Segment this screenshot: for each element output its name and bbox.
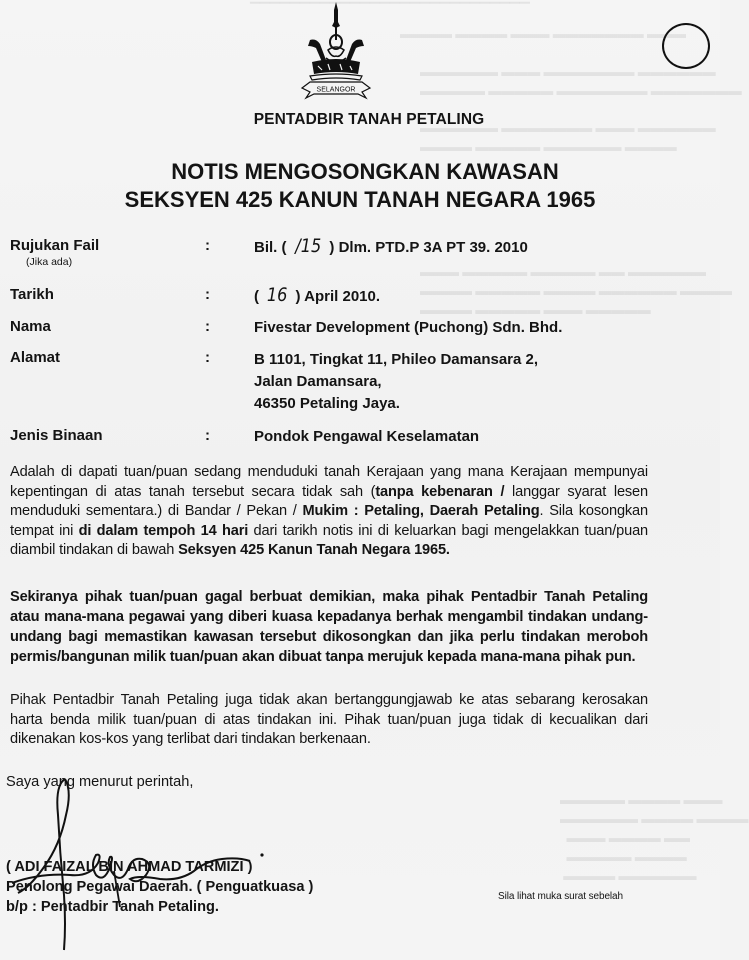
field-value	[254, 349, 538, 415]
notice-paragraph-1	[10, 463, 648, 561]
notice-subtitle: SEKSYEN 425 KANUN TANAH NEGARA 1965	[124, 187, 596, 212]
selangor-crest-icon	[296, 0, 376, 102]
field-label: Alamat	[10, 349, 61, 366]
bleed-through-texture: ▬▬▬ ▬▬▬▬▬ ▬▬▬▬▬ ▬▬ ▬▬▬▬▬▬ ▬▬▬▬ ▬▬▬▬▬ ▬▬▬▬ ▬▬▬▬▬▬ ▬▬▬▬ ▬▬▬▬ ▬▬▬▬▬ ▬▬▬ ▬▬▬▬▬	[420, 264, 732, 317]
notice-paragraph-2: Sekiranya pihak tuan/puan gagal berbuat demikian, maka pihak Pentadbir Tanah Petaling atau mana-mana pegawai yang diberi kuasa kepadanya berhak mengambil tindakan undang-undang bagi memastikan kawasan tersebut dikosongkan dan jika perlu tindakan meroboh permis/bangunan milik tuan/puan akan dibuat tanpa merujuk kepada mana-mana pihak pun.	[10, 589, 648, 665]
para-text: Adalah di dapati tuan/puan sedang menduduki tanah Kerajaan yang mana Kerajaan mempunyai kepentingan di atas tanah tersebut secara tidak sah (	[10, 464, 648, 500]
field-label: Nama	[10, 318, 51, 335]
date-suffix: ) April 2010.	[295, 288, 381, 305]
date-prefix: (	[254, 288, 259, 305]
para-bold-text: Seksyen 425 Kanun Tanah Negara 1965.	[178, 542, 450, 558]
field-value: Fivestar Development (Puchong) Sdn. Bhd.	[254, 319, 563, 336]
signatory-title: Penolong Pegawai Daerah. ( Penguatkuasa )	[6, 879, 314, 895]
para-text: . Sila kosongkan tempat ini	[10, 503, 648, 539]
field-label: Jenis Binaan	[10, 427, 103, 444]
field-colon: :	[205, 349, 210, 366]
signatory-on-behalf: b/p : Pentadbir Tanah Petaling.	[6, 899, 219, 915]
signatory-name: ( ADI FAIZAL BIN AHMAD TARMIZI )	[6, 859, 253, 875]
bleed-through-texture: ▬▬▬▬▬▬ ▬▬▬ ▬▬▬▬▬▬▬ ▬▬▬▬▬▬ ▬▬▬▬▬ ▬▬▬▬▬ ▬▬▬▬▬▬▬ ▬▬▬▬▬▬▬	[420, 64, 742, 98]
corner-circle-mark	[662, 23, 710, 69]
bleed-through-texture: ▬▬▬▬▬▬ ▬▬▬▬▬▬▬ ▬▬▬ ▬▬▬▬▬▬ ▬▬▬▬ ▬▬▬▬▬ ▬▬▬▬▬▬ ▬▬▬▬	[420, 120, 716, 154]
para-bold-text: Mukim : Petaling, Daerah Petaling	[302, 503, 540, 519]
field-colon: :	[205, 286, 210, 303]
reference-suffix: ) Dlm. PTD.P 3A PT 39. 2010	[329, 239, 528, 256]
notice-paragraph-3: Pihak Pentadbir Tanah Petaling juga tidak akan bertanggungjawab ke atas sebarang kerosakan harta benda milik tuan/puan di atas tindakan ini. Pihak tuan/puan juga tidak di kecualikan dari dikenakan kos-kos yang terlibat dari tindakan berkenaan.	[10, 692, 648, 747]
address-line-2: Jalan Damansara,	[254, 373, 382, 390]
field-label: Rujukan Fail	[10, 237, 100, 254]
field-sublabel: (Jika ada)	[26, 256, 73, 268]
handwritten-reference-number: /15	[294, 235, 321, 257]
address-line-1: B 1101, Tingkat 11, Phileo Damansara 2,	[254, 351, 539, 368]
para-text: langgar syarat lesen menduduki sementara.) di Bandar / Pekan /	[10, 483, 648, 519]
para-bold-text: di dalam tempoh 14 hari	[78, 522, 249, 539]
para-text: dari tarikh notis ini di keluarkan bagi mengelakkan tuan/puan diambil tindakan di bawah	[10, 522, 648, 558]
reference-prefix: Bil. (	[254, 239, 287, 256]
bleed-through-texture: ▔▔▔▔▔▔▔▔▔▔▔▔▔▔▔▔▔▔▔▔▔▔▔▔▔▔▔▔	[250, 2, 530, 17]
field-value: Pondok Pengawal Keselamatan	[254, 428, 480, 445]
field-colon: :	[205, 237, 210, 254]
svg-text:SELANGOR: SELANGOR	[316, 86, 356, 94]
field-value	[254, 286, 380, 306]
para-bold-text: tanpa kebenaran /	[375, 483, 505, 500]
address-line-3: 46350 Petaling Jaya.	[254, 395, 400, 412]
see-next-page-note: Sila lihat muka surat sebelah	[498, 891, 623, 902]
bleed-through-texture: ▬▬▬▬▬ ▬▬▬▬ ▬▬▬ ▬▬▬▬▬▬ ▬▬▬▬ ▬▬▬▬ ▬▬▬ ▬▬▬▬ ▬▬ ▬▬▬▬▬ ▬▬▬▬ ▬▬▬▬ ▬▬▬▬▬▬	[560, 792, 749, 883]
closing-salutation: Saya yang menurut perintah,	[6, 774, 194, 790]
handwritten-day: 16	[266, 284, 288, 306]
bleed-through-texture: ▬▬▬▬ ▬▬▬▬ ▬▬▬ ▬▬▬▬▬▬▬ ▬▬▬	[400, 26, 686, 41]
field-value	[254, 237, 528, 257]
field-colon: :	[205, 427, 210, 444]
office-name: PENTADBIR TANAH PETALING	[253, 111, 485, 128]
notice-title: NOTIS MENGOSONGKAN KAWASAN	[171, 159, 559, 184]
field-colon: :	[205, 318, 210, 335]
field-label: Tarikh	[10, 286, 54, 303]
